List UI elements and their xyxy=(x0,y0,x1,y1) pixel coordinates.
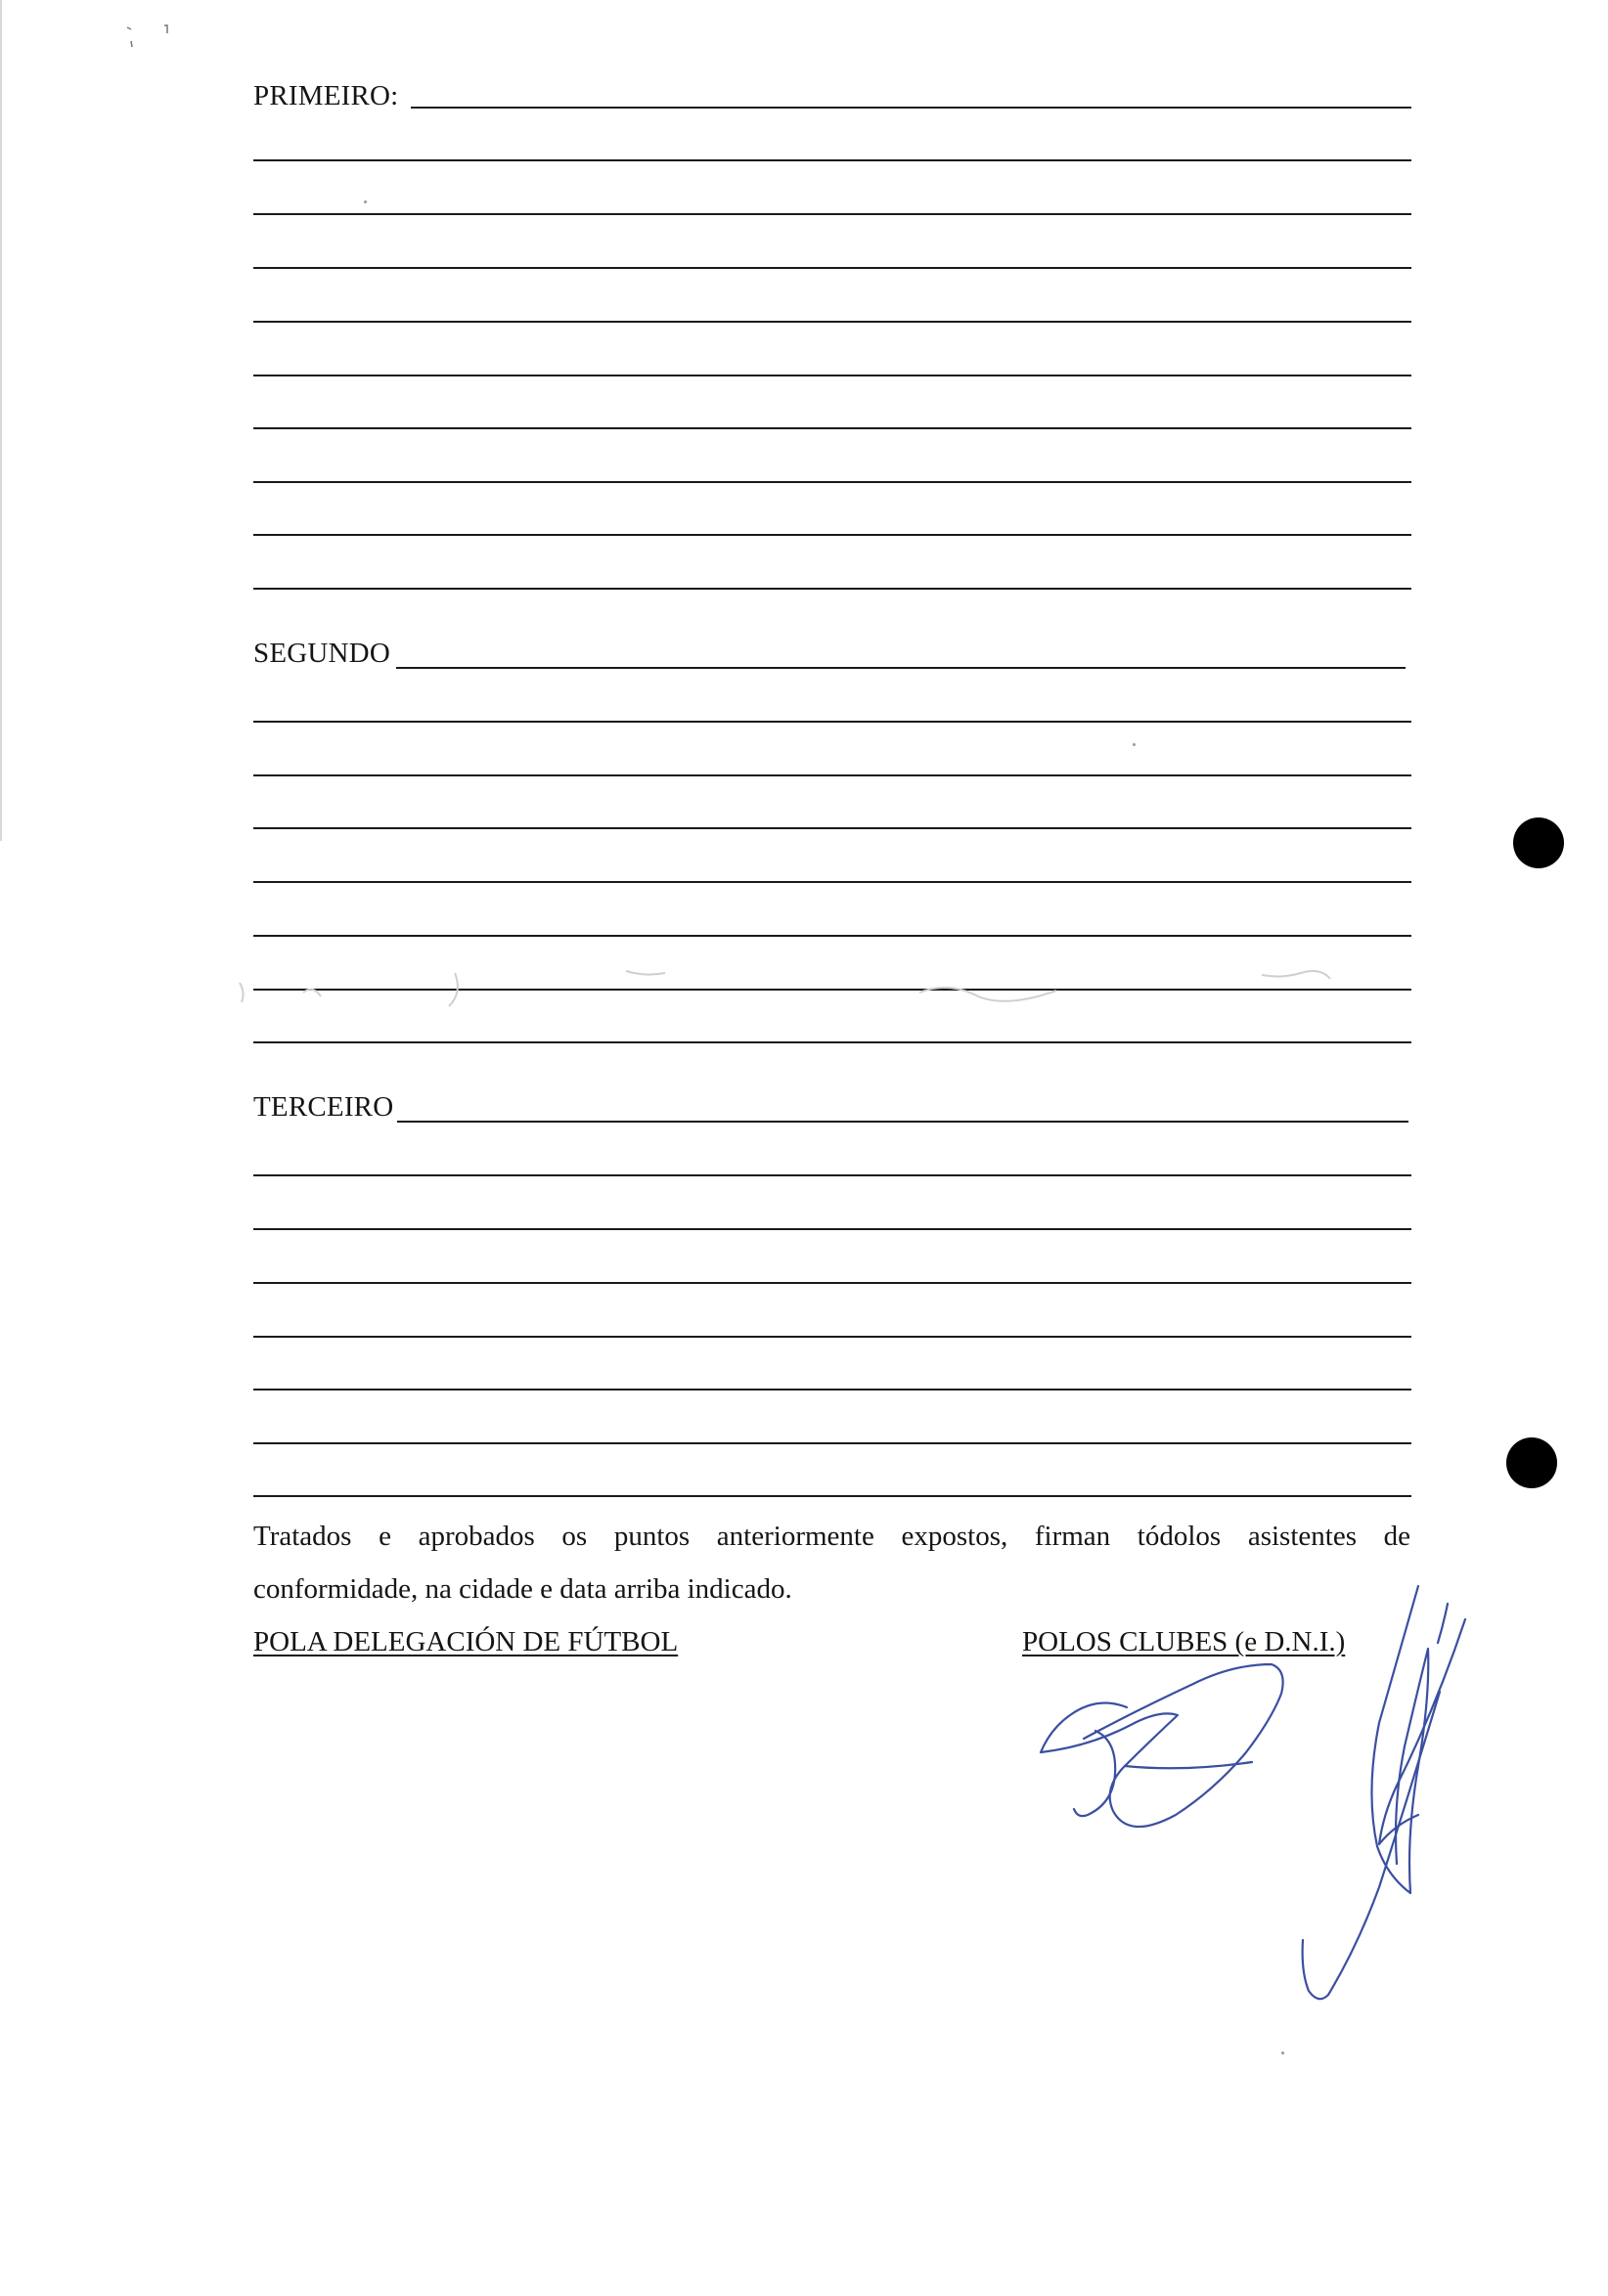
scan-speck xyxy=(1281,2052,1284,2054)
form-line[interactable] xyxy=(253,774,1411,776)
section-label-primeiro: PRIMEIRO: xyxy=(253,80,399,111)
punch-hole-bottom xyxy=(1506,1437,1557,1488)
form-line[interactable] xyxy=(253,213,1411,215)
form-line[interactable] xyxy=(253,881,1411,883)
form-line[interactable] xyxy=(253,935,1411,937)
section-label-segundo: SEGUNDO xyxy=(253,638,390,669)
form-line[interactable] xyxy=(253,159,1411,161)
form-line[interactable] xyxy=(253,1336,1411,1338)
form-line[interactable] xyxy=(253,1041,1411,1043)
scan-corner-mark xyxy=(125,22,184,51)
form-line[interactable] xyxy=(253,321,1411,323)
form-line[interactable] xyxy=(253,1495,1411,1497)
scan-speck xyxy=(1133,743,1136,746)
scan-edge xyxy=(0,0,2,841)
form-line[interactable] xyxy=(253,827,1411,829)
section-rule-segundo-first[interactable] xyxy=(396,667,1406,669)
section-rule-primeiro-first[interactable] xyxy=(411,107,1411,109)
form-line[interactable] xyxy=(253,267,1411,269)
section-rule-terceiro-first[interactable] xyxy=(397,1121,1408,1123)
form-line[interactable] xyxy=(253,1174,1411,1176)
form-line[interactable] xyxy=(253,1442,1411,1444)
form-line[interactable] xyxy=(253,481,1411,483)
form-line[interactable] xyxy=(253,721,1411,723)
closing-line-2: conformidade, na cidade e data arriba indicado. xyxy=(253,1573,792,1605)
scan-speck xyxy=(364,200,367,203)
form-line[interactable] xyxy=(253,588,1411,590)
punch-hole-top xyxy=(1513,817,1564,868)
handwritten-signature xyxy=(988,1574,1496,2005)
form-line[interactable] xyxy=(253,375,1411,376)
form-line[interactable] xyxy=(253,1282,1411,1284)
signature-label-delegacion: POLA DELEGACIÓN DE FÚTBOL xyxy=(253,1626,679,1657)
form-line[interactable] xyxy=(253,534,1411,536)
section-label-terceiro: TERCEIRO xyxy=(253,1091,394,1123)
bleed-through-marks xyxy=(235,963,1369,1017)
form-line[interactable] xyxy=(253,427,1411,429)
signature-label-clubes: POLOS CLUBES (e D.N.I.) xyxy=(1022,1626,1346,1657)
closing-line-1: Tratados e aprobados os puntos anteriormente expostos, firman tódolos asistentes de xyxy=(253,1521,1410,1552)
form-line[interactable] xyxy=(253,1389,1411,1391)
form-line[interactable] xyxy=(253,1228,1411,1230)
